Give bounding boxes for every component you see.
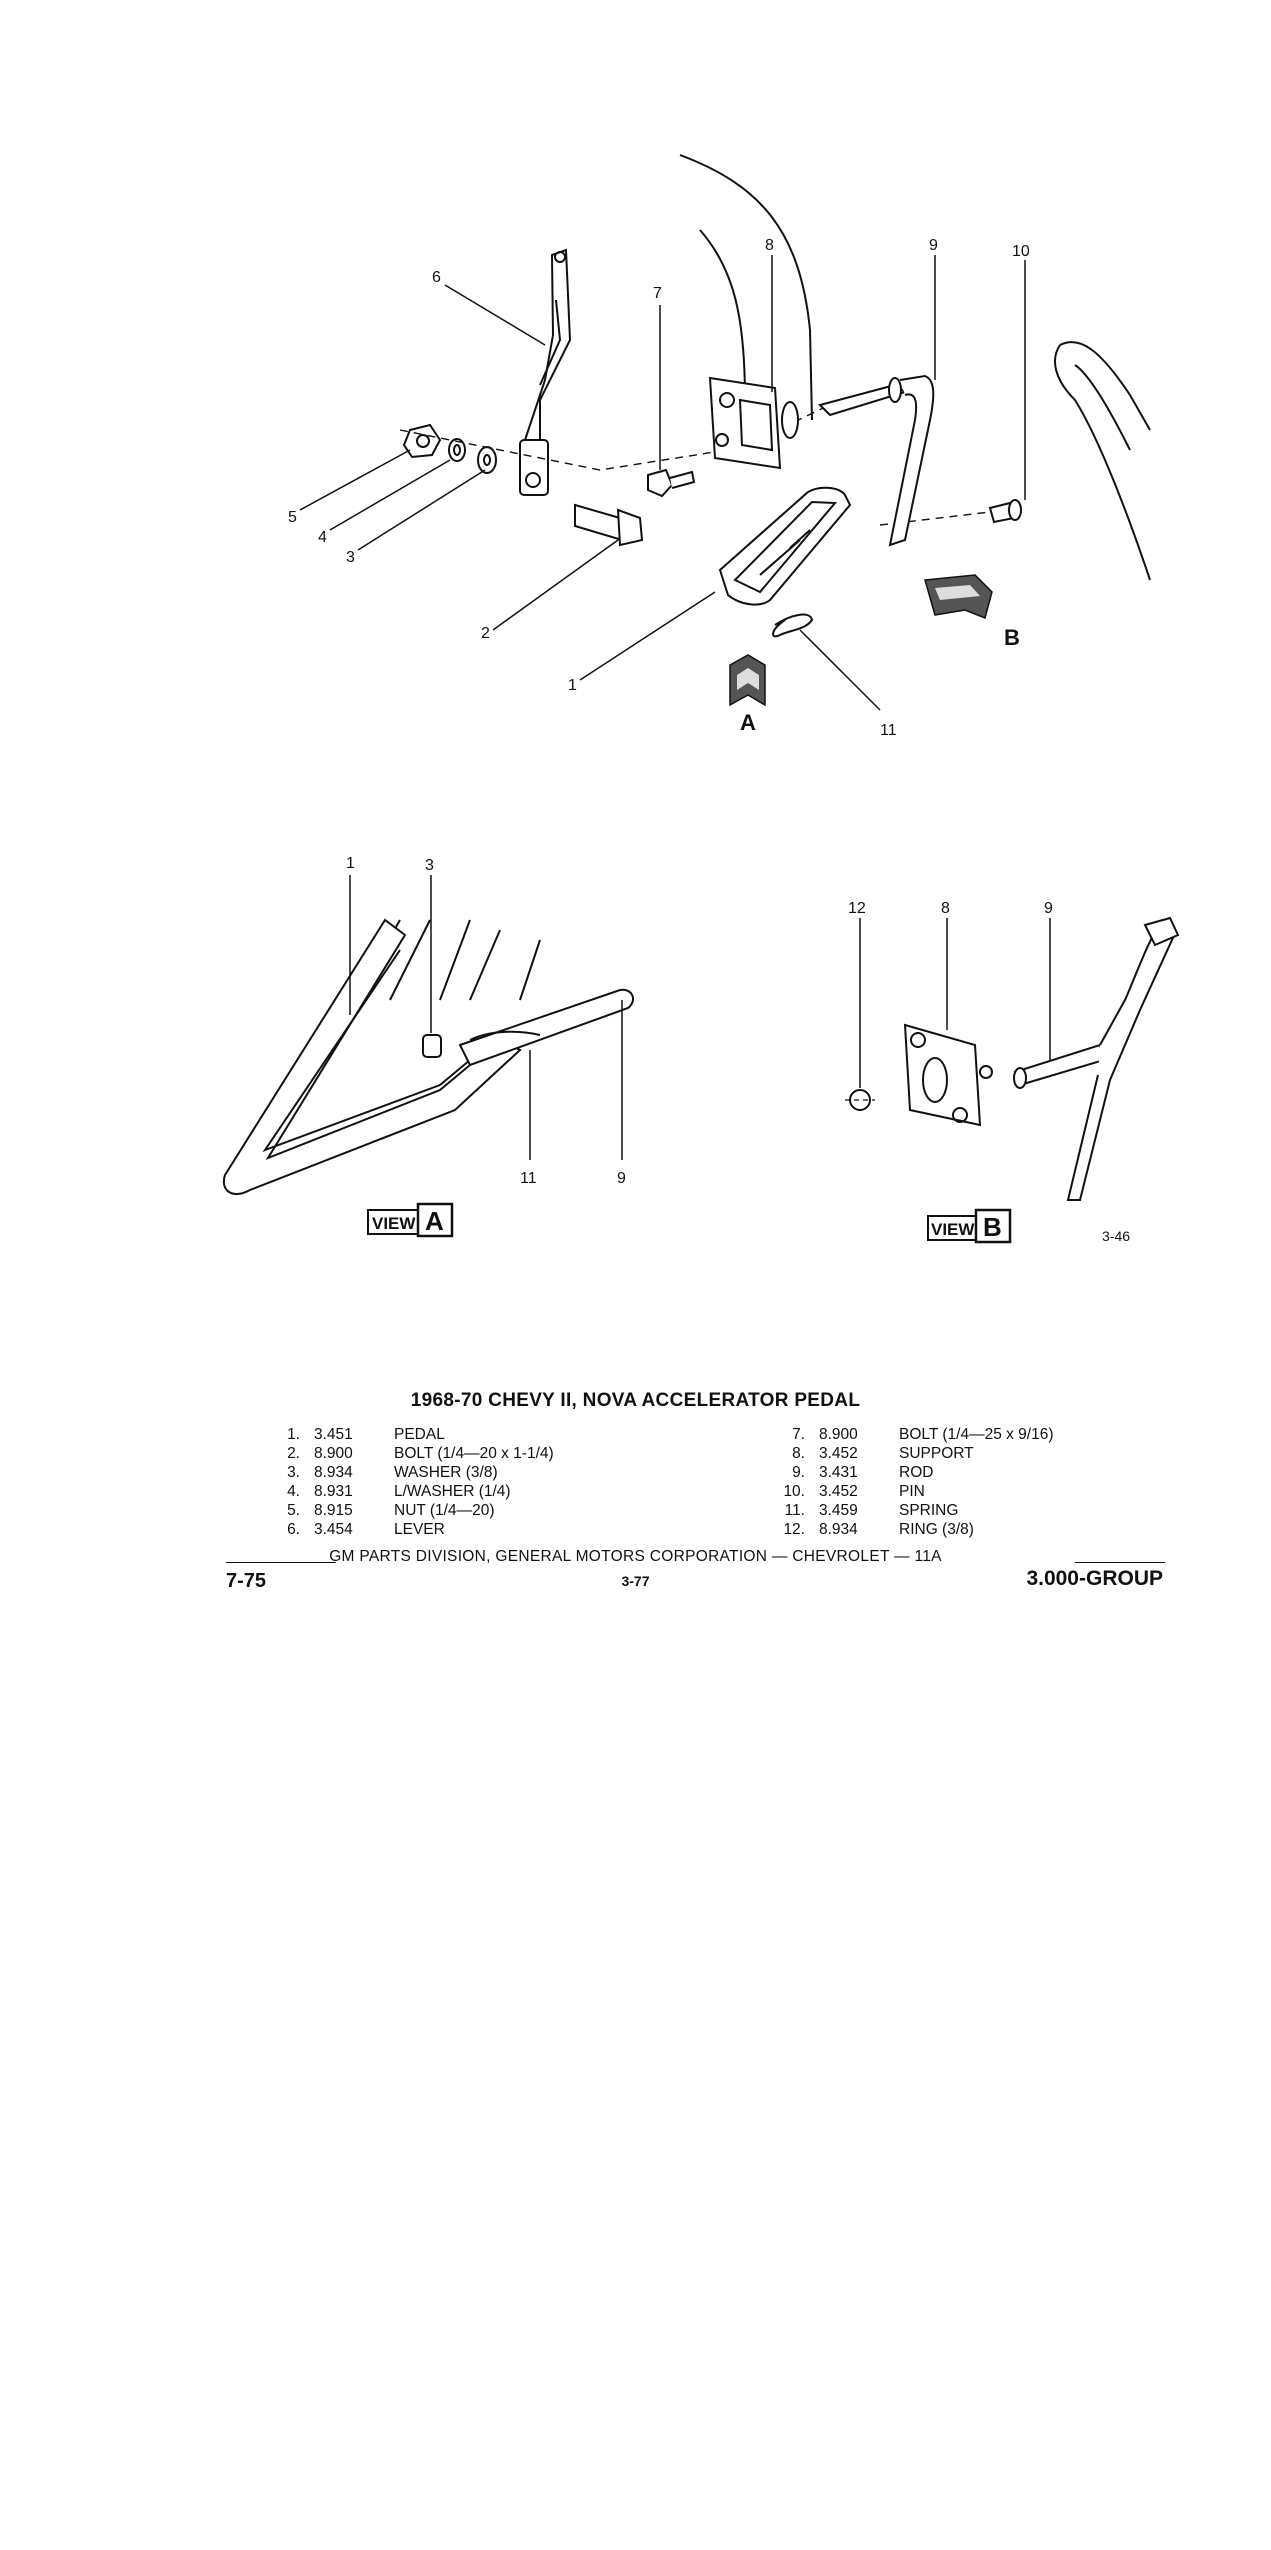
view-b-detail — [800, 880, 1200, 1260]
parts-row: 2. 8.900 BOLT (1/4—20 x 1-1/4) — [287, 1445, 554, 1462]
callout-9: 9 — [929, 237, 938, 254]
bolt-part — [575, 505, 622, 540]
parts-list-right — [775, 1425, 1175, 1539]
view-b-word: VIEW — [931, 1220, 975, 1239]
callout-2: 2 — [481, 625, 490, 642]
rod-detail — [1015, 1045, 1104, 1085]
view-b-callout-12: 12 — [848, 900, 866, 917]
parts-row: 11. 3.459 SPRING — [784, 1502, 959, 1519]
spring-part — [773, 615, 812, 637]
view-a-callout-1: 1 — [346, 855, 355, 872]
view-marker-b-icon — [925, 575, 992, 618]
parts-row: 10. 3.452 PIN — [783, 1483, 925, 1500]
callout-10: 10 — [1012, 243, 1030, 260]
view-a-letter: A — [425, 1206, 444, 1236]
pedal-part — [720, 488, 850, 605]
callout-3: 3 — [346, 549, 355, 566]
callout-11: 11 — [880, 722, 897, 739]
view-a-word: VIEW — [372, 1214, 416, 1233]
view-a-callout-9: 9 — [617, 1170, 626, 1187]
callout-8: 8 — [765, 237, 774, 254]
parts-row: 1. 3.451 PEDAL — [287, 1426, 445, 1443]
exploded-parts-diagram — [0, 0, 1271, 780]
support-bracket-part — [710, 378, 780, 468]
page-title: 1968-70 CHEVY II, NOVA ACCELERATOR PEDAL — [410, 1390, 861, 1411]
view-marker-b-label: B — [1004, 625, 1020, 650]
callout-6: 6 — [432, 269, 441, 286]
figure-number: 3-46 — [1102, 1228, 1131, 1244]
footer-publisher: GM PARTS DIVISION, GENERAL MOTORS CORPORATION — CHEVROLET — 11A — [329, 1548, 942, 1565]
footer-date: 7-75 — [226, 1570, 267, 1592]
parts-row: 12. 8.934 RING (3/8) — [783, 1521, 974, 1538]
parts-row: 3. 8.934 WASHER (3/8) — [287, 1464, 498, 1481]
view-b-callout-9: 9 — [1044, 900, 1053, 917]
washer-part — [478, 447, 496, 473]
callout-1: 1 — [568, 677, 577, 694]
footer-group: 3.000-GROUP — [1026, 1567, 1163, 1590]
view-a-detail — [0, 840, 660, 1270]
parts-row: 4. 8.931 L/WASHER (1/4) — [287, 1483, 511, 1500]
parts-row: 7. 8.900 BOLT (1/4—25 x 9/16) — [792, 1426, 1054, 1443]
parts-list-left — [270, 1425, 650, 1539]
small-bolt-part — [648, 470, 672, 496]
view-a-callout-11: 11 — [520, 1170, 537, 1187]
view-a-callout-3: 3 — [425, 857, 434, 874]
callout-5: 5 — [288, 509, 297, 526]
parts-row: 8. 3.452 SUPPORT — [792, 1445, 974, 1462]
parts-row: 6. 3.454 LEVER — [287, 1521, 445, 1538]
parts-row: 9. 3.431 ROD — [792, 1464, 934, 1481]
view-b-callout-8: 8 — [941, 900, 950, 917]
washer-detail — [423, 1035, 441, 1057]
view-marker-a-icon — [730, 655, 765, 705]
view-b-letter: B — [983, 1212, 1002, 1242]
nut-part — [404, 425, 440, 457]
callout-4: 4 — [318, 529, 327, 546]
parts-row: 5. 8.915 NUT (1/4—20) — [287, 1502, 495, 1519]
callout-7: 7 — [653, 285, 662, 302]
page-number: 3-77 — [621, 1573, 650, 1589]
view-marker-a-label: A — [740, 710, 756, 735]
